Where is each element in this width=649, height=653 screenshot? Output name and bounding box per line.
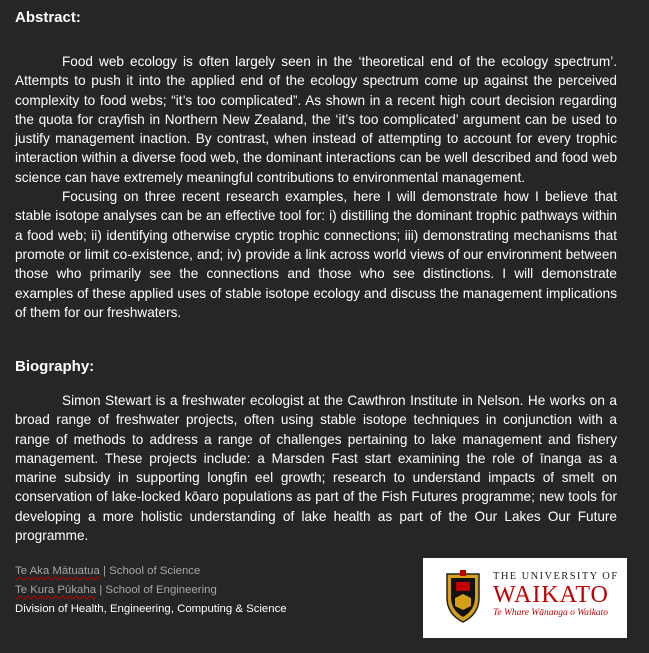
affiliation-engineering-school: | School of Engineering xyxy=(96,584,217,596)
affiliation-science-brand: Te Aka Mātuatua xyxy=(15,565,100,577)
biography-paragraph: Simon Stewart is a freshwater ecologist at the Cawthron Institute in Nelson. He works on a broad range of freshwater projects, often using stable isotope techniques in conjunction with a range of methods to address a range of challenges pertaining to lake management and fishery management. These projects include: a Marsden Fast start examining the role of īnanga as a marine subsidy in supporting longfin eel growth; research to understand impacts of smelt on conservation of lake-locked kōaro populations as part of the Fish Futures programme; new tools for developing a more holistic understanding of lake health as part of the Our Lakes Our Future programme. xyxy=(15,393,617,544)
biography-section xyxy=(15,391,617,545)
affiliation-engineering-brand: Te Kura Pūkaha xyxy=(15,584,97,596)
affiliation-science-school: | School of Science xyxy=(99,565,201,577)
affiliation-science xyxy=(15,562,287,581)
abstract-section xyxy=(15,52,617,322)
affiliation-engineering xyxy=(15,581,287,600)
abstract-heading: Abstract: xyxy=(15,9,81,26)
logo-name: WAIKATO xyxy=(493,582,609,608)
university-logo xyxy=(423,558,627,638)
abstract-paragraph-2: Focusing on three recent research examples, here I will demonstrate how I believe that stable isotope analyses can be an effective tool for: i) distilling the dominant trophic pathways within a food web; ii) identifying otherwise cryptic trophic connections; iii) demonstrating mechanisms that promote or limit co-existence, and; iv) provide a link across world views of our environment between those who primarily see the connections and those who see distinctions. I will demonstrate examples of these applied uses of stable isotope ecology and discuss the management implications of them for our freshwaters. xyxy=(15,189,617,320)
logo-tagline: Te Whare Wānanga o Waikato xyxy=(493,608,609,618)
logo-top-line: THE UNIVERSITY OF xyxy=(493,571,619,582)
abstract-paragraph-1: Food web ecology is often largely seen in the ‘theoretical end of the ecology spectrum’. Attempts to push it into the applied end of the ecology spectrum come up against the perceived complexity to food webs; “it’s too complicated”. As shown in a recent high court decision regarding the quota for crayfish in Northern New Zealand, the ‘it’s too complicated’ argument can be used to justify management inaction. By contrast, when instead of attempting to account for every trophic interaction within a diverse food web, the dominant interactions can be well described and food web science can have extremely meaningful contributions to environmental management. xyxy=(15,54,617,185)
division-name: Division of Health, Engineering, Computing & Science xyxy=(15,603,287,615)
logo-wordmark xyxy=(493,571,619,618)
footer-affiliations xyxy=(15,562,287,619)
biography-heading: Biography: xyxy=(15,358,95,375)
crest-icon xyxy=(443,568,483,626)
